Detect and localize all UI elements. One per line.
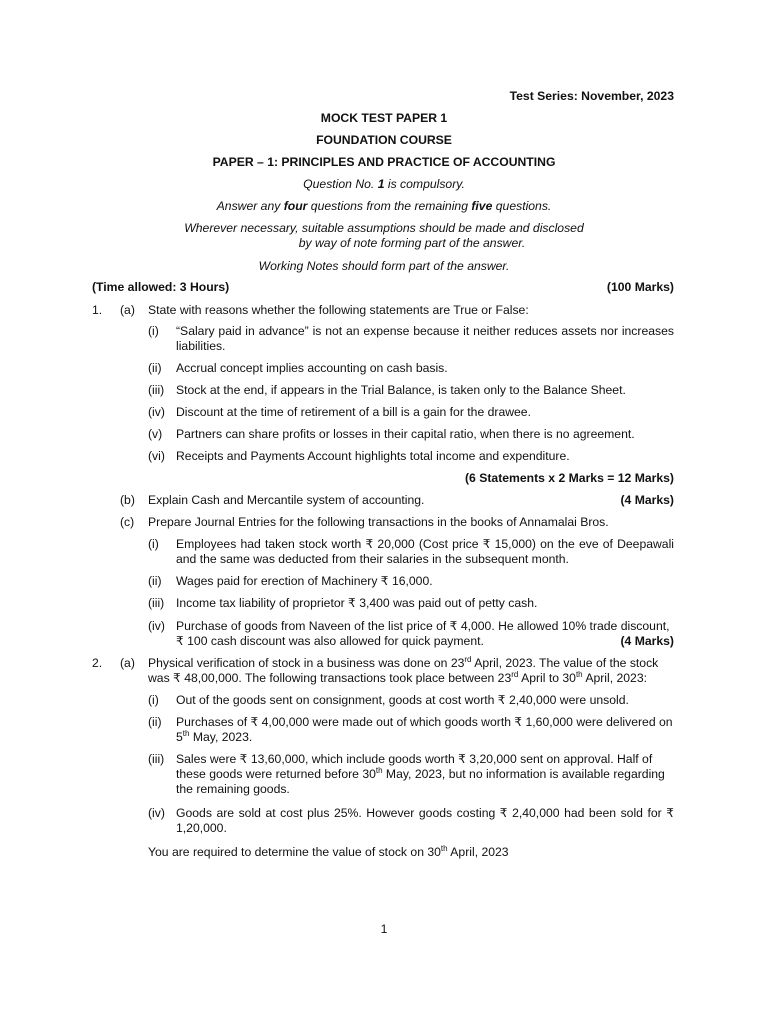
q1c-item-text: Wages paid for erection of Machinery ₹ 16,000. [176,574,433,588]
q1-part-a-label: (a) [120,303,135,317]
q2-part-a-line1: Physical verification of stock in a business was done on 23rd April, 2023. The value of the stock [148,654,659,670]
q1-part-b-label: (b) [120,493,135,507]
q1c-item-number: (iv) [148,619,165,633]
q2a-item-text-line2: 5th May, 2023. [176,728,253,744]
q1a-item-number: (vi) [148,449,165,463]
course-name: FOUNDATION COURSE [316,133,452,147]
q1a-item-text: “Salary paid in advance” is not an expense because it neither reduces assets nor increases liabilities. [176,324,674,353]
q1a-marks: (6 Statements x 2 Marks = 12 Marks) [465,471,674,485]
q2-part-a-line2: was ₹ 48,00,000. The following transactions took place between 23rd April to 30th April, 2023: [148,669,647,685]
q1c-item-text-line1: Purchase of goods from Naveen of the list price of ₹ 4,000. He allowed 10% trade discount, [176,619,670,633]
q2a-item-number: (iii) [148,752,165,766]
instruction-working-notes: Working Notes should form part of the answer. [258,259,510,273]
q1a-item-number: (iii) [148,383,165,397]
q1c-item-text-line2: ₹ 100 cash discount was also allowed for quick payment. [176,634,484,648]
q2a-item-text: Out of the goods sent on consignment, goods at cost worth ₹ 2,40,000 were unsold. [176,693,629,707]
q2a-item-text-line2: these goods were returned before 30th May, 2023, but no information is available regarding [176,765,665,781]
q1-part-c-text: Prepare Journal Entries for the following transactions in the books of Annamalai Bros. [148,515,609,529]
q1c-item-number: (iii) [148,596,165,610]
q2a-item-number: (ii) [148,715,162,729]
total-marks: (100 Marks) [606,280,674,294]
q1c-item-number: (ii) [148,574,162,588]
q1a-item-text: Stock at the end, if appears in the Trial Balance, is taken only to the Balance Sheet. [176,383,626,397]
q1-part-c-label: (c) [120,515,135,529]
q2a-item-text-line1: Sales were ₹ 13,60,000, which include goods worth ₹ 3,20,000 sent on approval. Half of [176,752,653,766]
q2a-item-text-line1: Purchases of ₹ 4,00,000 were made out of which goods worth ₹ 1,60,000 were delivered on [176,715,673,729]
time-allowed: (Time allowed: 3 Hours) [92,280,230,294]
q1-part-b-text: Explain Cash and Mercantile system of accounting. [148,493,425,507]
q2a-item-text-line3: the remaining goods. [176,782,290,796]
q1c-marks: (4 Marks) [620,634,674,648]
instruction-compulsory: Question No. 1 is compulsory. [303,177,465,191]
q1a-item-text: Receipts and Payments Account highlights total income and expenditure. [176,449,570,463]
q1-part-a-text: State with reasons whether the following statements are True or False: [148,303,529,317]
q1a-item-number: (ii) [148,361,162,375]
q1c-item-number: (i) [148,537,159,551]
paper-title: MOCK TEST PAPER 1 [320,111,448,125]
q2-part-a-label: (a) [120,656,135,670]
q1a-item-text: Discount at the time of retirement of a bill is a gain for the drawee. [176,405,531,419]
test-series-label: Test Series: November, 2023 [509,89,674,103]
instruction-assumptions-line1: Wherever necessary, suitable assumptions should be made and disclosed [184,221,584,235]
q1b-marks: (4 Marks) [620,493,674,507]
page-number: 1 [380,922,388,936]
q2a-item-number: (iv) [148,806,165,820]
q1a-item-number: (iv) [148,405,165,419]
q2a-item-number: (i) [148,693,159,707]
instruction-answer-any: Answer any four questions from the remaining five questions. [216,199,552,213]
question-1-number: 1. [92,303,103,317]
q2a-item-text: Goods are sold at cost plus 25%. However goods costing ₹ 2,40,000 had been sold for ₹ 1,20,000. [176,806,674,835]
paper-name: PAPER – 1: PRINCIPLES AND PRACTICE OF ACCOUNTING [212,155,556,169]
q1a-item-text: Partners can share profits or losses in their capital ratio, when there is no agreement. [176,427,635,441]
q1a-item-number: (i) [148,324,159,338]
q2-closing-instruction: You are required to determine the value of stock on 30th April, 2023 [148,843,509,859]
question-2-number: 2. [92,656,103,670]
q1a-item-number: (v) [148,427,163,441]
instruction-assumptions-line2: by way of note forming part of the answer. [298,236,526,250]
time-marks-row [92,280,674,295]
q1c-item-text: Income tax liability of proprietor ₹ 3,400 was paid out of petty cash. [176,596,538,610]
q1c-item-text: Employees had taken stock worth ₹ 20,000 (Cost price ₹ 15,000) on the eve of Deepawali and the same was deducted from their salaries in the subsequent month. [176,537,674,566]
q1a-item-text: Accrual concept implies accounting on cash basis. [176,361,448,375]
